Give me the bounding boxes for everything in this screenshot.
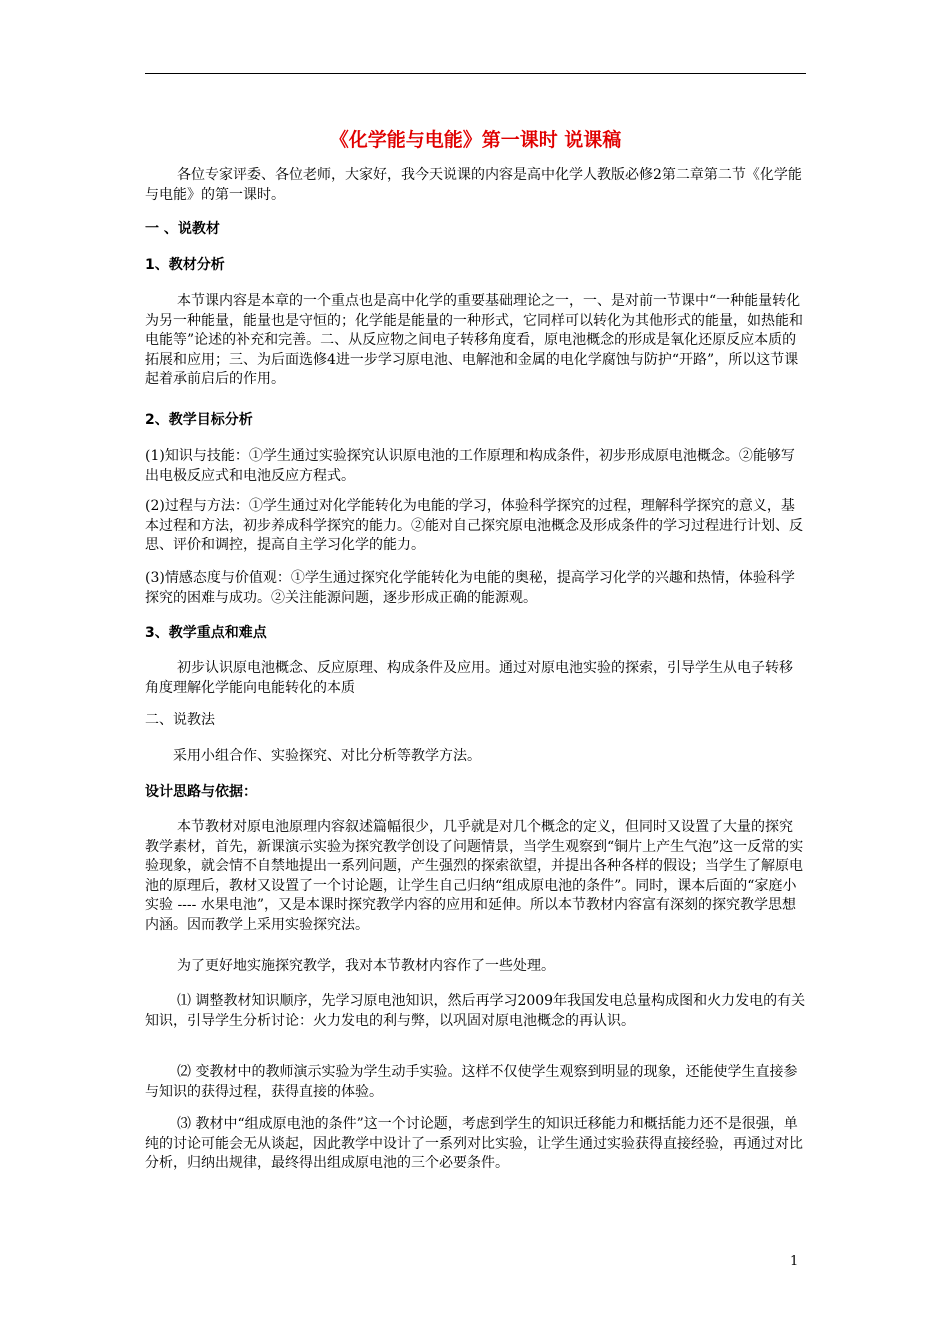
design-paragraph-1: 本节教材对原电池原理内容叙述篇幅很少，几乎就是对几个概念的定义，但同时又设置了大量的探究教学素材，首先，新课演示实验为探究教学创设了问题情景，当学生观察到“铜片上产生气泡”这一反常的实验现象，就会情不自禁地提出一系列问题，产生强烈的探索欲望，并提出各种各样的假设；当学生了解原电池的原理后，教材又设置了一个讨论题，让学生自己归纳“组成原电池的条件”。同时，课本后面的“家庭小实验 ---- 水果电池”，又是本课时探究教学内容的应用和延伸。所以本节教材内容富有深刻的探究教学思想内涵。因而教学上采用实验探究法。 (145, 819, 804, 933)
design-heading: 设计思路与依据： (145, 784, 257, 800)
goal2-paragraph: (2)过程与方法：①学生通过对化学能转化为电能的学习，体验科学探究的过程，理解科学探究的意义，基本过程和方法，初步养成科学探究的能力。②能对自己探究原电池概念及形成条件的学习过程进行计划、反思、评价和调控，提高自主学习化学的能力。 (145, 498, 803, 553)
sub2-heading: 2、教学目标分析 (145, 412, 253, 428)
section2-heading: 二、说教法 (145, 712, 215, 728)
goal3-paragraph: (3)情感态度与价值观：①学生通过探究化学能转化为电能的奥秘，提高学习化学的兴趣和热情，体验科学探究的困难与成功。②关注能源问题，逐步形成正确的能源观。 (145, 570, 795, 606)
page-number: 1 (790, 1254, 799, 1269)
goal1-paragraph: (1)知识与技能：①学生通过实验探究认识原电池的工作原理和构成条件，初步形成原电池概念。②能够写出电极反应式和电池反应方程式。 (145, 448, 795, 484)
document-title: 《化学能与电能》第一课时 说课稿 (329, 129, 622, 151)
list-item-1: ⑴ 调整教材知识顺序，先学习原电池知识，然后再学习2009年我国发电总量构成图和火力发电的有关知识，引导学生分析讨论：火力发电的利与弊，以巩固对原电池概念的再认识。 (145, 993, 806, 1029)
list-item-2: ⑵ 变教材中的教师演示实验为学生动手实验。这样不仅使学生观察到明显的现象，还能使学生直接参与知识的获得过程，获得直接的体验。 (145, 1064, 798, 1100)
sub3-heading: 3、教学重点和难点 (145, 625, 267, 641)
sub1-paragraph: 本节课内容是本章的一个重点也是高中化学的重要基础理论之一，一、是对前一节课中“一种能量转化为另一种能量，能量也是守恒的；化学能是能量的一种形式，它同样可以转化为其他形式的能量，如热能和电能等”论述的补充和完善。二、从反应物之间电子转移角度看，原电池概念的形成是氧化还原反应本质的拓展和应用；三、为后面选修4进一步学习原电池、电解池和金属的电化学腐蚀与防护“开路”，所以这节课起着承前启后的作用。 (145, 293, 803, 387)
header-rule (145, 73, 806, 74)
list-item-3: ⑶ 教材中“组成原电池的条件”这一个讨论题，考虑到学生的知识迁移能力和概括能力还不是很强，单纯的讨论可能会无从谈起，因此教学中设计了一系列对比实验，让学生通过实验获得直接经验，再通过对比分析，归纳出规律，最终得出组成原电池的三个必要条件。 (145, 1116, 803, 1171)
design-paragraph-2: 为了更好地实施探究教学，我对本节教材内容作了一些处理。 (177, 958, 555, 974)
section1-heading: 一 、说教材 (145, 221, 220, 237)
sub3-paragraph: 初步认识原电池概念、反应原理、构成条件及应用。通过对原电池实验的探索，引导学生从电子转移角度理解化学能向电能转化的本质 (145, 660, 793, 696)
intro-paragraph: 各位专家评委、各位老师，大家好，我今天说课的内容是高中化学人教版必修2第二章第二节《化学能与电能》的第一课时。 (145, 167, 802, 203)
section2-paragraph: 采用小组合作、实验探究、对比分析等教学方法。 (173, 748, 481, 764)
sub1-heading: 1、教材分析 (145, 257, 225, 273)
